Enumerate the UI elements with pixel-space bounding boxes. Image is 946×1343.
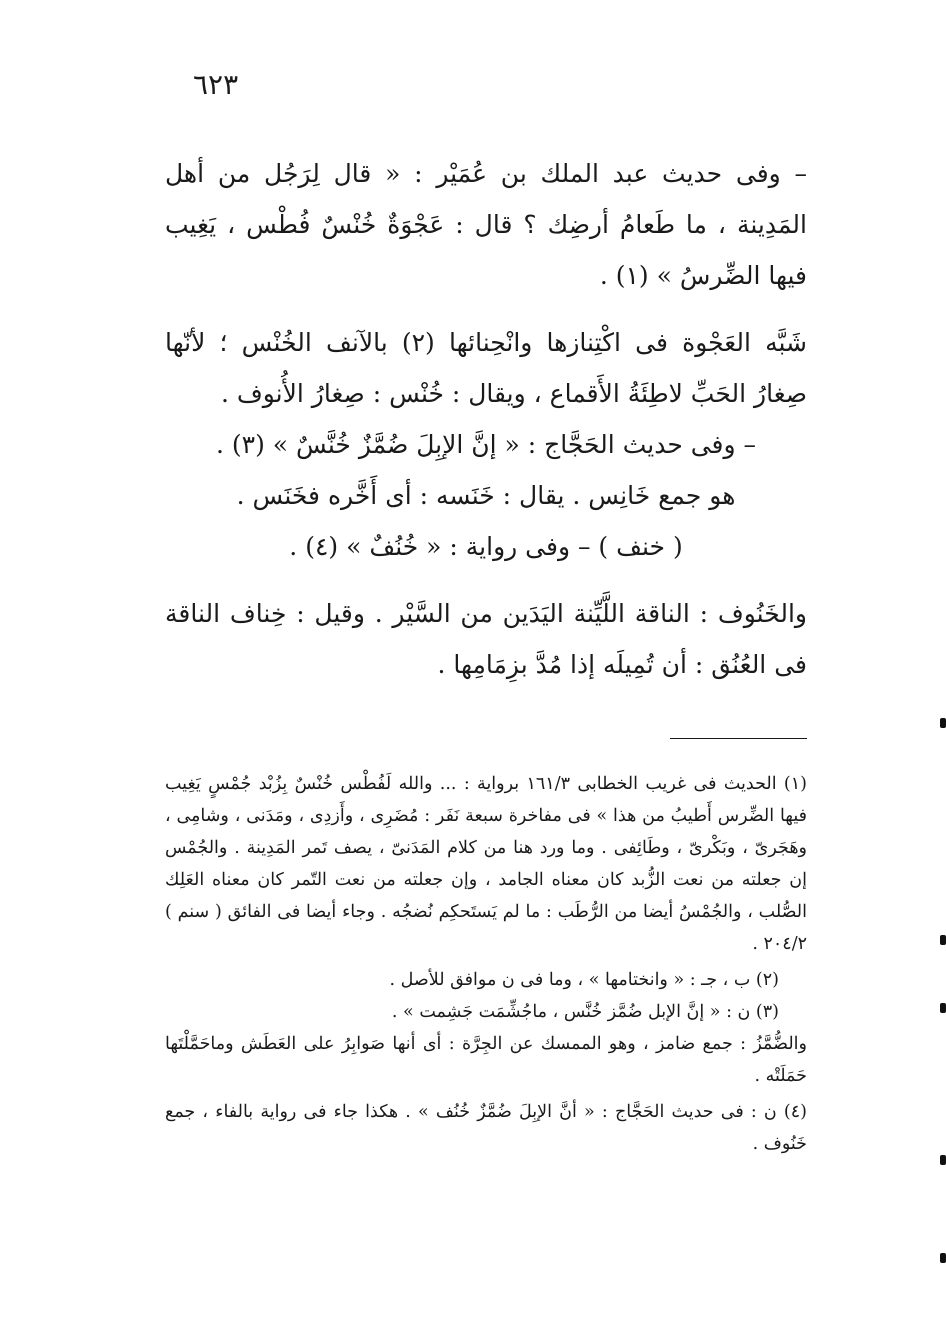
edge-mark bbox=[940, 935, 946, 945]
paragraph-explanation-ajwa: شَبَّه العَجْوة فى اكْتِنازها وانْحِنائها (٢) بالآنف الخُنْس ؛ لأنّها صِغارُ الحَبِّ لاطِئَةُ الأَقماع ، ويقال : خُنْس : صِغارُ الأُنوف . bbox=[165, 328, 807, 408]
edge-mark bbox=[940, 1003, 946, 1013]
footnotes bbox=[165, 768, 807, 1160]
edge-mark bbox=[940, 1155, 946, 1165]
paragraph-khanis: هو جمع خَانِس . يقال : خَنَسه : أى أَخَّره فخَنَس . bbox=[236, 481, 736, 510]
footnote-3: (٣) ن : « إنَّ الإبل ضُمَّز خُنَّس ، ماجُشِّمَت جَشِمت » . bbox=[391, 1002, 779, 1022]
edge-mark bbox=[940, 1253, 946, 1263]
paragraph-hadith-abd-al-malik: – وفى حديث عبد الملك بن عُمَيْر : « قال لِرَجُل من أهل المَدِينة ، ما طَعامُ أرضِك ؟ قال : عَجْوَةٌ خُنْسٌ فُطْس ، يَغِيب فيها الضِّرسُ » (١) . bbox=[165, 159, 807, 290]
footnote-divider bbox=[670, 738, 807, 739]
footnote-2: (٢) ب ، جـ : « وانختامها » ، وما فى ن موافق للأصل . bbox=[389, 970, 779, 990]
footnote-3-continuation: والضُّمَّزُ : جمع ضامز ، وهو الممسك عن الجِرَّة : أى أنها صَوابِرُ على العَطَش وماحَمَّلْتَها حَمَلَتْه . bbox=[165, 1034, 807, 1086]
footnote-4: (٤) ن : فى حديث الحَجَّاج : « أنَّ الإبِلَ ضُمَّزٌ خُنُف » . هكذا جاء فى رواية بالفاء ، جمع خَنُوف . bbox=[165, 1102, 807, 1154]
footnote-1: (١) الحديث فى غريب الخطابى ١٦١/٣ برواية : ... والله لَفُطْس خُنْسٌ بِزُبْد جُمْسٍ يَغِيب فيها الضِّرس أَطيبُ من هذا » فى مفاخرة سبعة نَفَر : مُضَرِى ، وأَزدِى ، ومَدَنى ، وشامِى ، وهَجَرىّ ، وبَكْرىّ ، وطَائِفى . وما ورد هنا من كلام المَدَنىّ ، يصف تَمر المَدِينة . والجُمْس إن جعلته من نعت الزُّبد كان معناه الجامد ، وإن جعلته من نعت التّمر كان معناه العَلِك الصُّلب ، والجُمْسُ أيضا من الرُّطَب : ما لم يَستَحكِم نُضجُه . وجاء أيضا فى الفائق ( سنم ) ٢٠٤/٢ . bbox=[165, 774, 807, 954]
paragraph-khanuf: والخَنُوف : الناقة اللَّيِّنة اليَدَين من السَّيْر . وقيل : خِناف الناقة فى العُنُق : أن تُمِيلَه إذا مُدَّ بزِمَامِها . bbox=[165, 599, 807, 679]
main-text bbox=[165, 148, 807, 690]
paragraph-khanaf-heading: ( خنف ) – وفى رواية : « خُنُفٌ » (٤) . bbox=[289, 532, 683, 561]
paragraph-hadith-hajjaj: – وفى حديث الحَجَّاج : « إنَّ الإبِلَ ضُمَّزٌ خُنَّسٌ » (٣) . bbox=[215, 430, 757, 459]
page-number: ٦٢٣ bbox=[193, 68, 239, 101]
edge-mark bbox=[940, 718, 946, 728]
